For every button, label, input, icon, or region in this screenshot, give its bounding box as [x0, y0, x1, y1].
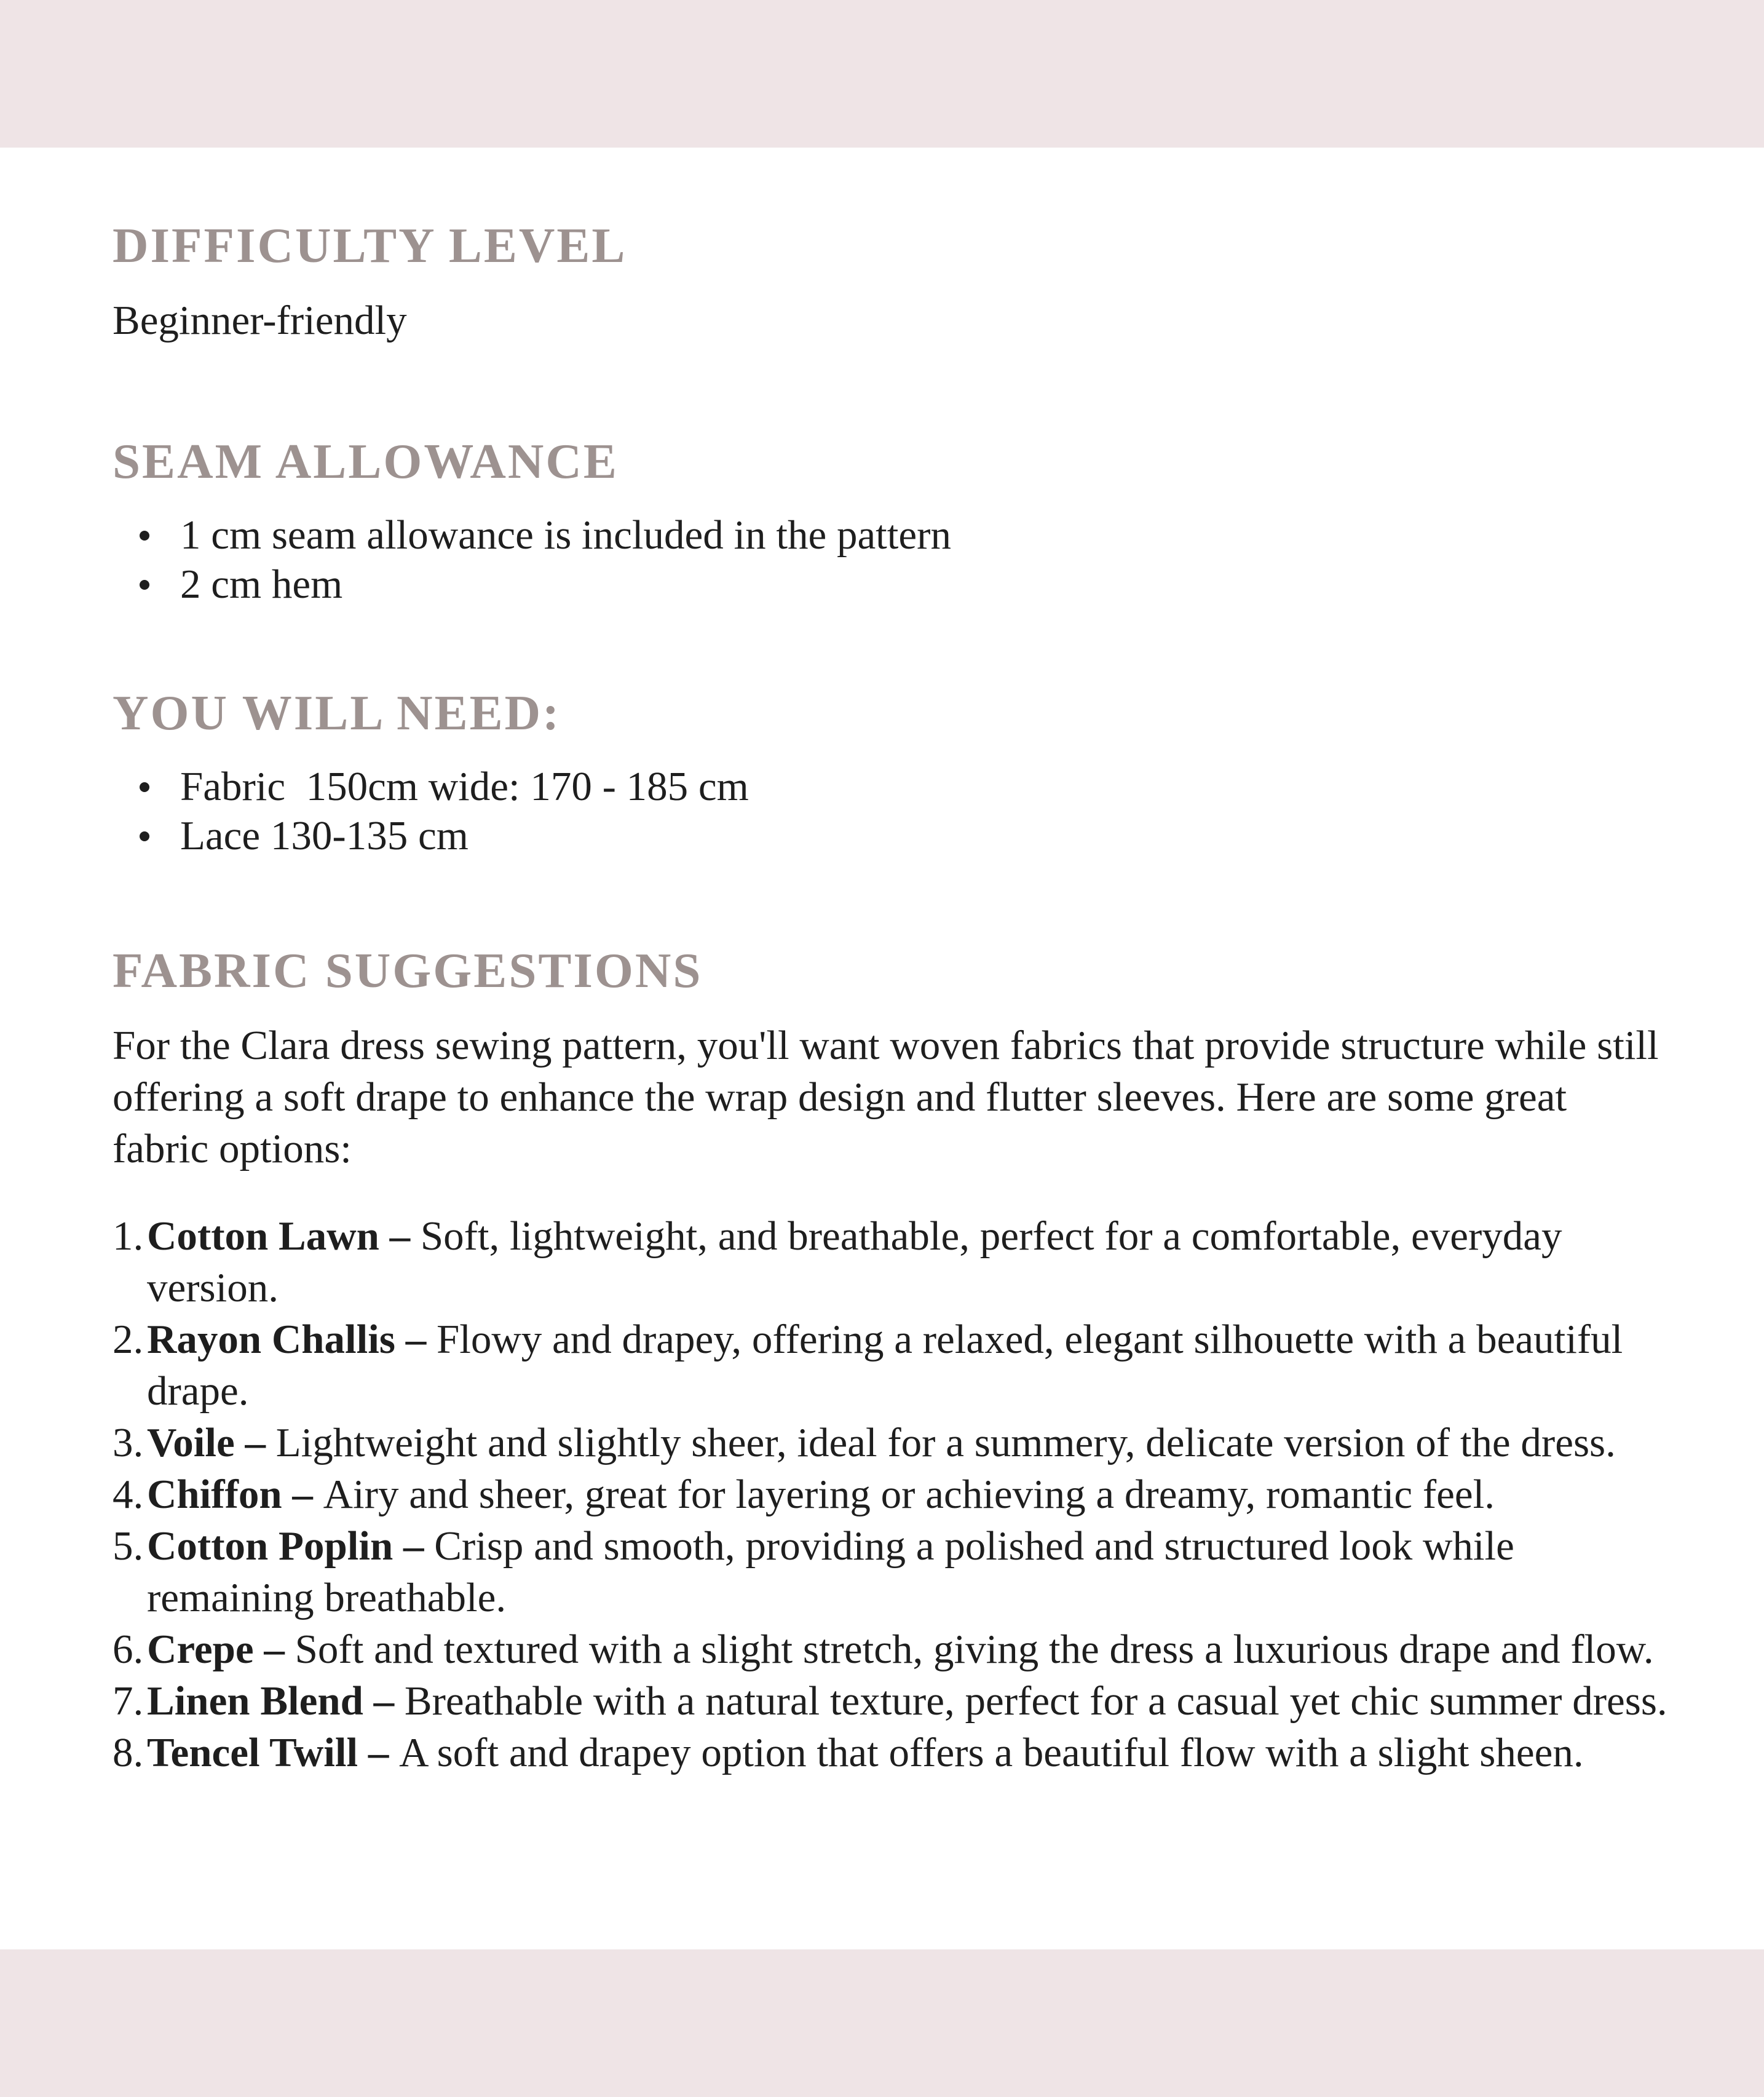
fabric-name: Cotton Lawn — [147, 1213, 379, 1259]
fabric-description: A soft and drapey option that offers a beautiful flow with a slight sheen. — [399, 1730, 1584, 1775]
fabric-separator: – — [379, 1213, 421, 1259]
fabric-description: Soft and textured with a slight stretch, giving the dress a luxurious drape and flow. — [295, 1627, 1654, 1672]
fabric-name: Chiffon — [147, 1472, 282, 1517]
fabric-description: Flowy and drapey, offering a relaxed, elegant silhouette with a beautiful drape. — [147, 1317, 1623, 1414]
fabric-separator: – — [282, 1472, 323, 1517]
item-number: 3. — [113, 1420, 144, 1465]
bullet-dot — [140, 580, 149, 590]
fabric-list-item — [113, 1314, 1668, 1417]
bullet-dot — [140, 531, 149, 541]
item-number: 8. — [113, 1730, 144, 1775]
fabric-separator: – — [363, 1678, 405, 1724]
fabric-list-item — [113, 1469, 1668, 1520]
fabric-description: Breathable with a natural texture, perfect for a casual yet chic summer dress. — [404, 1678, 1667, 1724]
item-number: 7. — [113, 1678, 144, 1724]
fabric-description: Soft, lightweight, and breathable, perfect for a comfortable, everyday version. — [147, 1213, 1562, 1310]
item-number: 5. — [113, 1523, 144, 1569]
difficulty-text: Beginner-friendly — [113, 298, 407, 343]
fabric-name: Cotton Poplin — [147, 1523, 394, 1569]
fabric-name: Crepe — [147, 1627, 254, 1672]
fabric-separator: – — [253, 1627, 295, 1672]
fabric-intro-paragraph: For the Clara dress sewing pattern, you'll want woven fabrics that provide structure while still offering a soft drape to enhance the wrap design and flutter sleeves. Here are some great fabric options: — [113, 1023, 1659, 1171]
fabric-separator: – — [393, 1523, 435, 1569]
item-number: 6. — [113, 1627, 144, 1672]
bullet-dot — [140, 831, 149, 841]
seam-allowance-item: 2 cm hem — [180, 561, 343, 607]
supply-item: Lace 130-135 cm — [180, 813, 469, 858]
bottom-background-band — [0, 1949, 1764, 2097]
fabric-description: Crisp and smooth, providing a polished and structured look while remaining breathable. — [147, 1523, 1514, 1620]
list-item — [113, 762, 1668, 811]
fabric-name: Linen Blend — [147, 1678, 363, 1724]
fabric-list-item — [113, 1520, 1668, 1623]
pattern-details — [113, 212, 1668, 1778]
content-card — [0, 148, 1764, 1949]
top-background-band — [0, 0, 1764, 148]
fabric-description: Lightweight and slightly sheer, ideal for a summery, delicate version of the dress. — [275, 1420, 1616, 1465]
fabric-name: Rayon Challis — [147, 1317, 395, 1362]
list-item — [113, 560, 1668, 609]
fabric-description: Airy and sheer, great for layering or achieving a dreamy, romantic feel. — [323, 1472, 1495, 1517]
you-will-need-heading: YOU WILL NEED: — [113, 685, 561, 740]
fabric-name: Tencel Twill — [147, 1730, 358, 1775]
seam-allowance-heading: SEAM ALLOWANCE — [113, 434, 619, 489]
difficulty-heading: DIFFICULTY LEVEL — [113, 218, 627, 273]
fabric-list-item — [113, 1675, 1668, 1727]
fabric-list-item — [113, 1623, 1668, 1675]
bullet-dot — [140, 782, 149, 792]
fabric-list-item — [113, 1727, 1668, 1778]
fabric-list-item — [113, 1417, 1668, 1469]
item-number: 2. — [113, 1317, 144, 1362]
list-item — [113, 510, 1668, 560]
fabric-separator: – — [395, 1317, 437, 1362]
item-number: 4. — [113, 1472, 144, 1517]
list-item — [113, 811, 1668, 860]
item-number: 1. — [113, 1213, 144, 1259]
seam-allowance-item: 1 cm seam allowance is included in the pattern — [180, 512, 951, 558]
fabric-separator: – — [234, 1420, 276, 1465]
seam-allowance-list — [113, 510, 1668, 609]
fabric-name: Voile — [147, 1420, 235, 1465]
fabric-list-item — [113, 1210, 1668, 1314]
fabric-separator: – — [358, 1730, 400, 1775]
fabric-suggestions-heading: FABRIC SUGGESTIONS — [113, 943, 703, 998]
supplies-list — [113, 762, 1668, 860]
fabric-list — [113, 1210, 1668, 1778]
supply-item: Fabric 150cm wide: 170 - 185 cm — [180, 764, 749, 809]
